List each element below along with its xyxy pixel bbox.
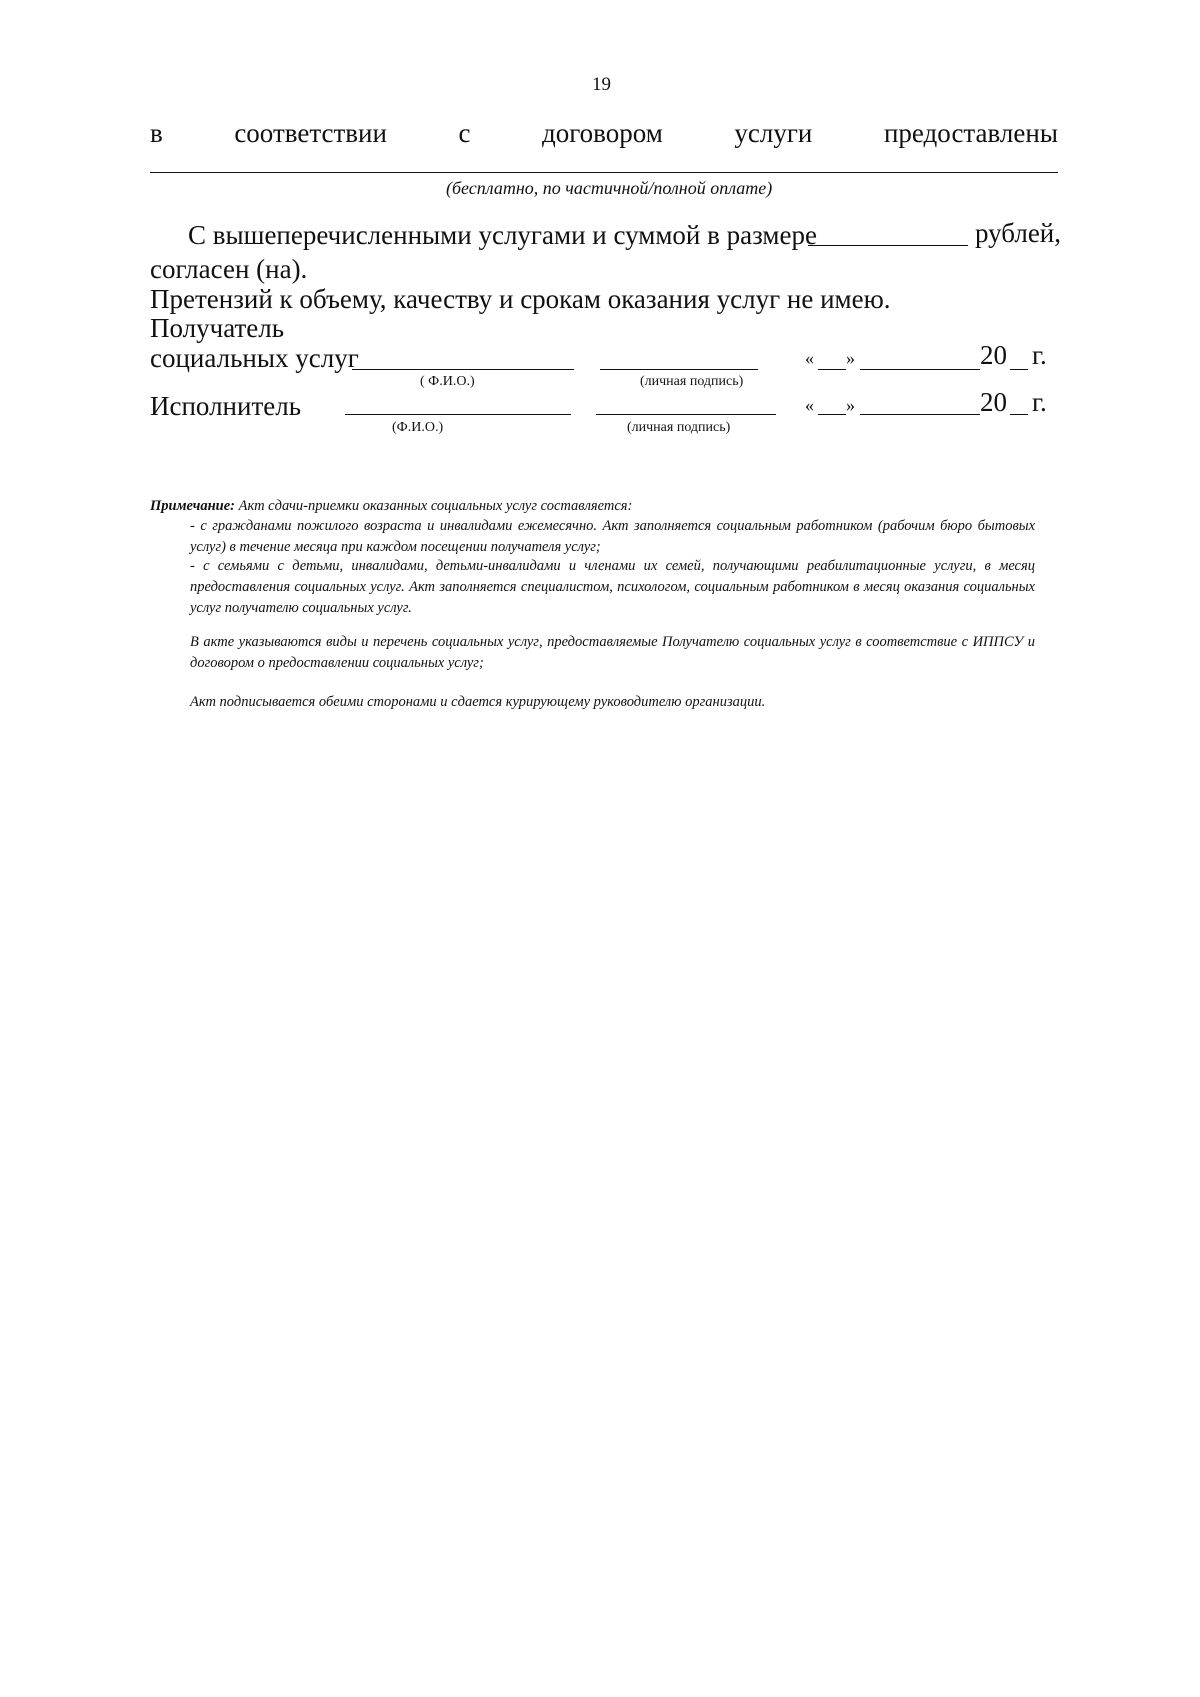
no-claims-text: Претензий к объему, качеству и срокам оказания услуг не имею. — [150, 284, 891, 314]
executor-signature-blank[interactable] — [596, 414, 776, 415]
page-number: 19 — [592, 74, 611, 95]
word-s: с — [458, 118, 471, 148]
recipient-signature-blank[interactable] — [600, 369, 758, 370]
executor-label: Исполнитель — [150, 391, 302, 421]
recipient-label-line2: социальных услуг — [150, 343, 359, 373]
word-sootvetstvii: соответствии — [234, 118, 387, 148]
executor-year-suffix: г. — [1032, 387, 1047, 417]
sum-blank[interactable] — [808, 245, 968, 246]
note-item-families: - с семьями с детьми, инвалидами, детьми-инвалидами и членами их семей, получающими реабилитационные услуги, в месяц предоставления социальных услуг. Акт заполняется специалистом, психологом, социальным работником в месяц оказания социальных услуг получателю социальных услуг. — [190, 558, 1035, 616]
currency-label: рублей, — [975, 218, 1062, 248]
executor-month-blank[interactable] — [860, 414, 980, 415]
note-intro: Акт сдачи-приемки оказанных социальных услуг составляется: — [238, 498, 633, 514]
executor-quote-open: « — [805, 395, 814, 415]
executor-year-blank[interactable] — [1010, 414, 1028, 415]
recipient-label: Получатель — [150, 313, 285, 343]
note-item-elderly: - с гражданами пожилого возраста и инвалидами ежемесячно. Акт заполняется социальным работником (рабочим бюро бытовых услуг) в течение месяца при каждом посещении получателя услуг; — [190, 518, 1035, 555]
word-predostavleny: предоставлены — [883, 118, 1058, 148]
recipient-fio-caption: ( Ф.И.О.) — [420, 374, 475, 389]
executor-quote-close: » — [846, 395, 855, 415]
recipient-day-blank[interactable] — [818, 369, 846, 370]
recipient-year-blank[interactable] — [1010, 369, 1028, 370]
executor-day-blank[interactable] — [818, 414, 846, 415]
word-v: в — [150, 118, 163, 148]
word-uslugi: услуги — [734, 118, 813, 148]
recipient-quote-close: » — [846, 348, 855, 368]
word-dogovorom: договором — [542, 118, 663, 148]
recipient-year-suffix: г. — [1032, 340, 1047, 370]
payment-type-blank[interactable] — [150, 172, 1058, 173]
recipient-signature-caption: (личная подпись) — [640, 374, 744, 389]
recipient-month-blank[interactable] — [860, 369, 980, 370]
note-signing: Акт подписывается обеими сторонами и сдается курирующему руководителю организации. — [190, 694, 766, 710]
recipient-year-prefix: 20 — [980, 340, 1007, 370]
recipient-fio-blank[interactable] — [352, 369, 574, 370]
executor-fio-caption: (Ф.И.О.) — [392, 420, 444, 435]
executor-signature-caption: (личная подпись) — [627, 420, 731, 435]
executor-fio-blank[interactable] — [345, 414, 571, 415]
payment-type-caption: (бесплатно, по частичной/полной оплате) — [446, 178, 773, 198]
agreement-consent: согласен (на). — [150, 254, 308, 284]
note-services-list: В акте указываются виды и перечень социальных услуг, предоставляемые Получателю социальных услуг в соответствие с ИППСУ и договором о предоставлении социальных услуг; — [190, 634, 1035, 671]
agreement-text: С вышеперечисленными услугами и суммой в размере — [188, 220, 817, 250]
services-provided-line — [150, 118, 1058, 149]
note-heading — [150, 496, 1035, 517]
executor-year-prefix: 20 — [980, 387, 1007, 417]
note-title: Примечание: — [150, 498, 236, 514]
recipient-quote-open: « — [805, 348, 814, 368]
